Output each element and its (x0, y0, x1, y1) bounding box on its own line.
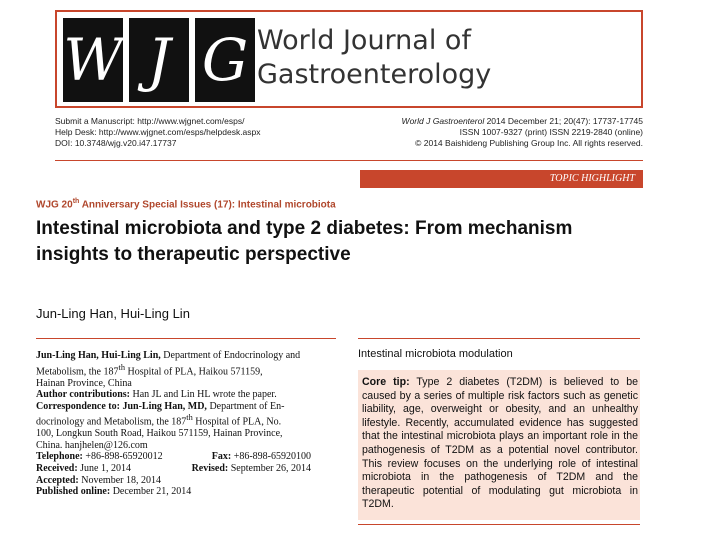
affiliation-line2: Metabolism, the 187th Hospital of PLA, Haikou 571159, (36, 362, 263, 377)
affiliation-block (36, 350, 341, 498)
journal-name-line2: Gastroenterology (257, 59, 492, 90)
article-title-line1: Intestinal microbiota and type 2 diabetes: From mechanism (36, 218, 573, 239)
contact-row (36, 451, 341, 463)
left-column-divider (36, 338, 336, 339)
correspondence-email[interactable]: China. hanjhelen@126.com (36, 439, 148, 451)
core-tip-text: Core tip: Type 2 diabetes (T2DM) is believed to be caused by a series of multiple risk factors such as genetic liability, age, overweight or obesity, and an unhealthy lifestyle. Recently, accumulated evidence has suggested that the intestinal microbiota plays an important role in the pathogenesis of T2DM as a potential novel contributor. This review focuses on the underlying role of intestinal microbiota in the pathogenesis of T2DM and the therapeutic potential of modulating gut microbiota in T2DM. (362, 376, 638, 511)
correspondence-line1: Correspondence to: Jun-Ling Han, MD, Department of En- (36, 400, 285, 412)
journal-citation: World J Gastroenterol 2014 December 21; 20(47): 17737-17745 (401, 116, 643, 126)
copyright-text: © 2014 Baishideng Publishing Group Inc. All rights reserved. (415, 138, 643, 148)
logo-letter-g: G (195, 18, 255, 102)
issn-text: ISSN 1007-9327 (print) ISSN 2219-2840 (online) (459, 127, 643, 137)
special-issue-label: WJG 20th Anniversary Special Issues (17): Intestinal microbiota (36, 198, 336, 211)
header-divider (55, 160, 643, 161)
helpdesk-link[interactable]: Help Desk: http://www.wjgnet.com/esps/helpdesk.aspx (55, 127, 261, 137)
article-title (36, 216, 676, 268)
author-contributions: Author contributions: Han JL and Lin HL wrote the paper. (36, 389, 277, 401)
published-date: Published online: December 21, 2014 (36, 486, 192, 498)
keywords-heading: Intestinal microbiota modulation (358, 348, 513, 360)
submission-info (55, 116, 261, 149)
dates-row (36, 463, 341, 475)
affiliation-line3: Hainan Province, China (36, 377, 132, 389)
telephone: Telephone: +86-898-65920012 (36, 451, 163, 463)
fax: Fax: +86-898-65920100 (211, 451, 311, 463)
journal-name (257, 24, 491, 92)
right-column-divider (358, 338, 640, 339)
accepted-date: Accepted: November 18, 2014 (36, 474, 161, 486)
affiliation-line1: Jun-Ling Han, Hui-Ling Lin, Department of Endocrinology and (36, 350, 301, 361)
received-date: Received: June 1, 2014 (36, 463, 131, 474)
topic-highlight-bar: TOPIC HIGHLIGHT (360, 170, 643, 188)
core-tip-divider (358, 524, 640, 525)
citation-info (368, 116, 643, 149)
logo-letter-w: W (63, 18, 123, 102)
doi-text: DOI: 10.3748/wjg.v20.i47.17737 (55, 138, 177, 148)
journal-name-line1: World Journal of (257, 25, 471, 56)
correspondence-line3: 100, Longkun South Road, Haikou 571159, Hainan Province, (36, 428, 283, 440)
author-list: Jun-Ling Han, Hui-Ling Lin (36, 306, 190, 321)
journal-masthead (55, 10, 643, 108)
submit-link[interactable]: Submit a Manuscript: http://www.wjgnet.com/esps/ (55, 116, 245, 126)
logo-letter-j: J (129, 18, 189, 102)
correspondence-line2: docrinology and Metabolism, the 187th Hospital of PLA, No. (36, 413, 282, 428)
article-title-line2: insights to therapeutic perspective (36, 244, 351, 265)
revised-date: Revised: September 26, 2014 (191, 463, 311, 474)
